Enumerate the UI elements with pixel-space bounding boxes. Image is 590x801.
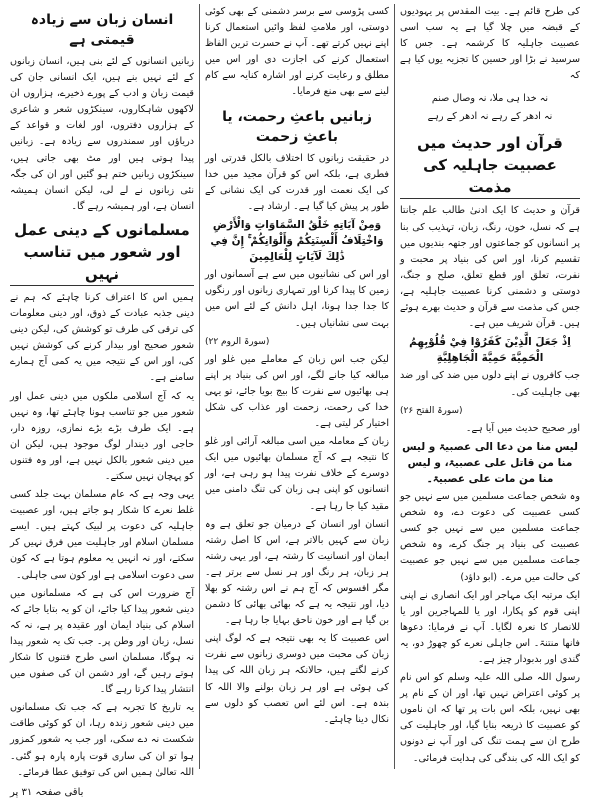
right-intro: کی طرح قائم ہے۔ بیت المقدس پر یہودیوں کے قبضہ میں چلا گیا ہے یہ سب اسی عصبیت جاہلیہ کا کرشمہ ہے۔ جس کا سرسید نے بڑا اور حسین کا تجزیہ یوں کیا ہے کہ [400, 6, 580, 82]
hadith-text: لیس منا من دعا الی عصبیۃ و لیس منا من قاتل علی عصبیۃ، و لیس منا من مات علی عصبیۃ۔ [402, 440, 578, 485]
left-column [5, 4, 199, 798]
verse-reference: (سورۃ الروم ۲۲) [205, 336, 270, 347]
hadith-intro: اور صحیح حدیث میں آیا ہے۔ [465, 422, 580, 434]
quran-verse: اِذْ جَعَلَ الَّذِيْنَ كَفَرُوْا فِيْ قُلُوْبِهِمُ الْحَمِيَّةَ حَمِيَّةَ الْجَاهِلِيَّةِ [409, 336, 571, 365]
middle-intro: کسی پڑوسی سے برسر دشمنی کے بھی کوئی دوستی، اور ملامتِ لفظ وائیں استعمال کرنا اپنے نہیں کرتے تھے۔ آپ نے حسرت ترین الفاظ استعمال کرنے کی اجازت دی اور اس میں مطلق و رعایت کرنے اور اشارہ کنایہ سے کام لینے سے بھی منع فرمایا۔ [205, 6, 389, 98]
article-heading: زبانیں باعثِ رحمت، یا باعثِ زحمت [222, 108, 372, 145]
article-heading: مسلمانوں کے دینی عمل اور شعور میں تناسب نہیں [10, 219, 194, 286]
paragraph: اور اس کی نشانیوں میں سے ہے آسمانوں اور زمین کا پیدا کرنا اور تمہاری زبانوں اور رنگوں کا جدا جدا ہونا، اہل دانش کے لئے اس میں بہت سی نشانیاں ہیں۔ [205, 269, 389, 329]
paragraph: ہمیں اس کا اعتراف کرنا چاہئے کہ ہم نے دینی جذبہ عبادت کے ذوق، اور دینی معلومات کی ترقی کی طرف تو کوشش کی، لیکن دینی شعور صحیح اور بیدار کرنے کی کوشش نہیں کی، اور اس کے نتیجہ میں یہ کمی آج ہمارے سامنے ہے۔ [10, 291, 194, 384]
paragraph: زبان کے معاملہ میں اسی مبالغہ آرائی اور غلو کا نتیجہ ہے کہ آج مسلمان بھائیوں میں ایک دوسرے کے خلاف نفرت پیدا ہو رہی ہے، اور انسانوں کو اپنی ہی زبان کی تنگ دامنی میں مقید کیا جا رہا ہے۔ [205, 436, 389, 512]
article-heading: انسان زبان سے زیادہ قیمتی ہے [30, 12, 174, 48]
article-heading: قرآن اور حدیث میں عصبیت جاہلیہ کی مذمت [400, 132, 580, 199]
paragraph: لیکن جب اس زبان کے معاملے میں غلو اور مبالغہ کیا جانے لگے، اور اس کی بنیاد پر اپنے ہی بھائیوں سے نفرت کا بیج بویا جائے، تو یہی خدا کی رحمت، زحمت اور عذاب کی شکل اختیار کر لیتی ہے۔ [205, 353, 389, 430]
paragraph: زبانیں انسانوں کے لئے بنی ہیں، انسان زبانوں کے لئے نہیں بنے ہیں، ایک انسانی جان کی قیمت زبان و ادب کے پورے ذخیرے، ہزاروں ان لاکھوں شاہکاروں، سینکڑوں شعر و شاعری کے ہزاروں دفتروں، اور لغات و قواعد کے دریاؤں اور سمندروں سے زیادہ ہے۔ زبانیں پیدا ہوتی ہیں اور مٹ بھی جاتی ہیں، سینکڑوں زبانیں ختم ہو گئیں اور ان کی جگہ نئی زبانوں نے لے لی، لیکن انسان ہمیشہ انسان ہے، اور ہمیشہ رہے گا۔ [10, 56, 194, 212]
paragraph: در حقیقت زبانوں کا اختلاف بالکل قدرتی اور فطری ہے، بلکہ اس کو قرآن مجید میں خدا کی ایک نعمت اور قدرت کی ایک نشانی کے طور پر پیش کیا گیا ہے۔ ارشاد ہے۔ [205, 152, 389, 212]
right-column [395, 4, 585, 769]
poem-line: نہ خدا ہی ملا، نہ وصال صنم [431, 93, 549, 105]
paragraph: اس عصبیت کا یہ بھی نتیجہ ہے کہ لوگ اپنی زبان کی محبت میں دوسری زبانوں سے نفرت کرنے لگتے ہیں، حالانکہ ہر زبان اللہ کی پیدا کی ہوئی ہے اور ہر زبان بولنے والا اللہ کا بندہ ہے۔ اس لئے اس تعصب کو دلوں سے نکال دینا چاہئے۔ [205, 633, 389, 725]
poem-line: نہ ادھر کے رہے نہ ادھر کے رہے [427, 111, 553, 123]
poem [400, 90, 580, 126]
paragraph: یہ کہ آج اسلامی ملکوں میں دینی عمل اور شعور میں جو تناسب ہونا چاہئے تھا، وہ نہیں ہے۔ ایک طرف بڑے بڑے نمازی، روزہ دار، حاجی اور دیندار لوگ موجود ہیں، لیکن ان میں دینی شعور بالکل نہیں ہے، اور وہ فتنوں کو پہچان نہیں سکتے۔ [10, 390, 194, 482]
verse-reference: (سورۃ الفتح ۲۶) [400, 405, 463, 416]
paragraph: قرآن و حدیث کا ایک ادنیٰ طالب علم جانتا ہے کہ نسل، خون، رنگ، زبان، تہذیب کی بنا پر انسانوں کو جماعتوں اور جتھہ بندیوں میں تقسیم کرنا، اور اس کی بنیاد پر محبت و نفرت، تعلق اور قطع تعلق، صلح و جنگ، دوستی و دشمنی کرنا عصبیت جاہلیہ ہے، جس کی مذمت سے قرآن و حدیث بھرے ہوئے ہیں۔ قرآن شریف میں ہے۔ [400, 205, 580, 330]
verse-translation: جب کافروں نے اپنے دلوں میں ضد کی اور ضد بھی جاہلیت کی۔ [400, 370, 580, 398]
paragraph: یہ تاریخ کا تجربہ ہے کہ جب تک مسلمانوں میں دینی شعور زندہ رہا، ان کو کوئی طاقت شکست نہ دے سکی، اور جب یہ شعور کمزور ہوا تو ان کی ساری قوت پارہ پارہ ہو گئی۔ اللہ تعالیٰ ہمیں اس کی توفیق عطا فرمائے۔ [10, 702, 194, 778]
paragraph: آج ضرورت اس کی ہے کہ مسلمانوں میں دینی شعور پیدا کیا جائے، ان کو یہ بتایا جائے کہ اسلام کی بنیاد ایمان اور عقیدہ پر ہے، نہ کہ نسل، زبان اور وطن پر۔ جب تک یہ شعور پیدا نہ ہوگا، مسلمان اسی طرح فتنوں کا شکار ہوتے رہیں گے، اور دشمن ان کی صفوں میں انتشار پیدا کرتا رہے گا۔ [10, 587, 194, 696]
paragraph: یہی وجہ ہے کہ عام مسلمان بہت جلد کسی غلط نعرے کا شکار ہو جاتے ہیں، اور عصبیت جاہلیہ کی دعوت پر لبیک کہتے ہیں۔ ایسے مسلمان اسلام اور جاہلیت میں فرق نہیں کر سکتے، اور نہ انہیں یہ معلوم ہوتا ہے کہ کون سی دعوت اسلامی ہے اور کون سی جاہلی۔ [10, 489, 194, 581]
continued-note: باقی صفحہ ۳۱ پر [10, 786, 84, 798]
quran-verse: وَمِنْ آيَاتِهِ خَلْقُ السَّمَاوَاتِ وَالْأَرْضِ وَاخْتِلَافُ أَلْسِنَتِكُمْ وَأَلْوَانِكُمْ ۚ إِنَّ فِي ذَٰلِكَ لَآيَاتٍ لِلْعَالِمِينَ [210, 218, 384, 264]
paragraph: ایک مرتبہ ایک مہاجر اور ایک انصاری نے اپنی اپنی قوم کو پکارا، اور یا للمہاجرین اور یا للانصار کا نعرہ لگایا۔ آپ نے فرمایا: دعوھا فانھا منتنۃ۔ اس جاہلی نعرے کو چھوڑ دو، یہ گندی اور بدبودار چیز ہے۔ [400, 589, 580, 665]
paragraph: رسول اللہ صلی اللہ علیہ وسلم کو اس نام پر کوئی اعتراض نہیں تھا، اور ان کے نام پر بھی نہیں، بلکہ اس بات پر تھا کہ ان ناموں کو عصبیت کا ذریعہ بنایا گیا، اور جاہلیت کی طرح ان سے ہمت تنگ کی اور آپ نے دونوں کو ایک اللہ کی بندگی کی ہدایت فرمائی۔ [400, 672, 580, 764]
paragraph: انسان اور انسان کے درمیان جو تعلق ہے وہ زبان سے کہیں بالاتر ہے، اس کا اصل رشتہ ایمان اور انسانیت کا رشتہ ہے، اور یہی رشتہ ہر زبان، ہر رنگ اور ہر نسل سے برتر ہے۔ مگر افسوس کہ آج ہم نے اس رشتہ کو بھلا دیا، اور نتیجہ یہ ہے کہ بھائی بھائی کا دشمن بن گیا ہے اور خون ناحق بہایا جا رہا ہے۔ [205, 518, 389, 627]
middle-column [199, 4, 395, 769]
columns [5, 4, 585, 798]
paragraph: وہ شخص جماعت مسلمین میں سے نہیں جو کسی عصبیت کی دعوت دے، وہ شخص جماعت مسلمین میں سے نہیں جو کسی عصبیت کی بنیاد پر جنگ کرے، وہ شخص جماعت مسلمین میں سے نہیں جو عصبیت کی حالت میں مرے۔ (ابو داؤد) [400, 491, 580, 583]
